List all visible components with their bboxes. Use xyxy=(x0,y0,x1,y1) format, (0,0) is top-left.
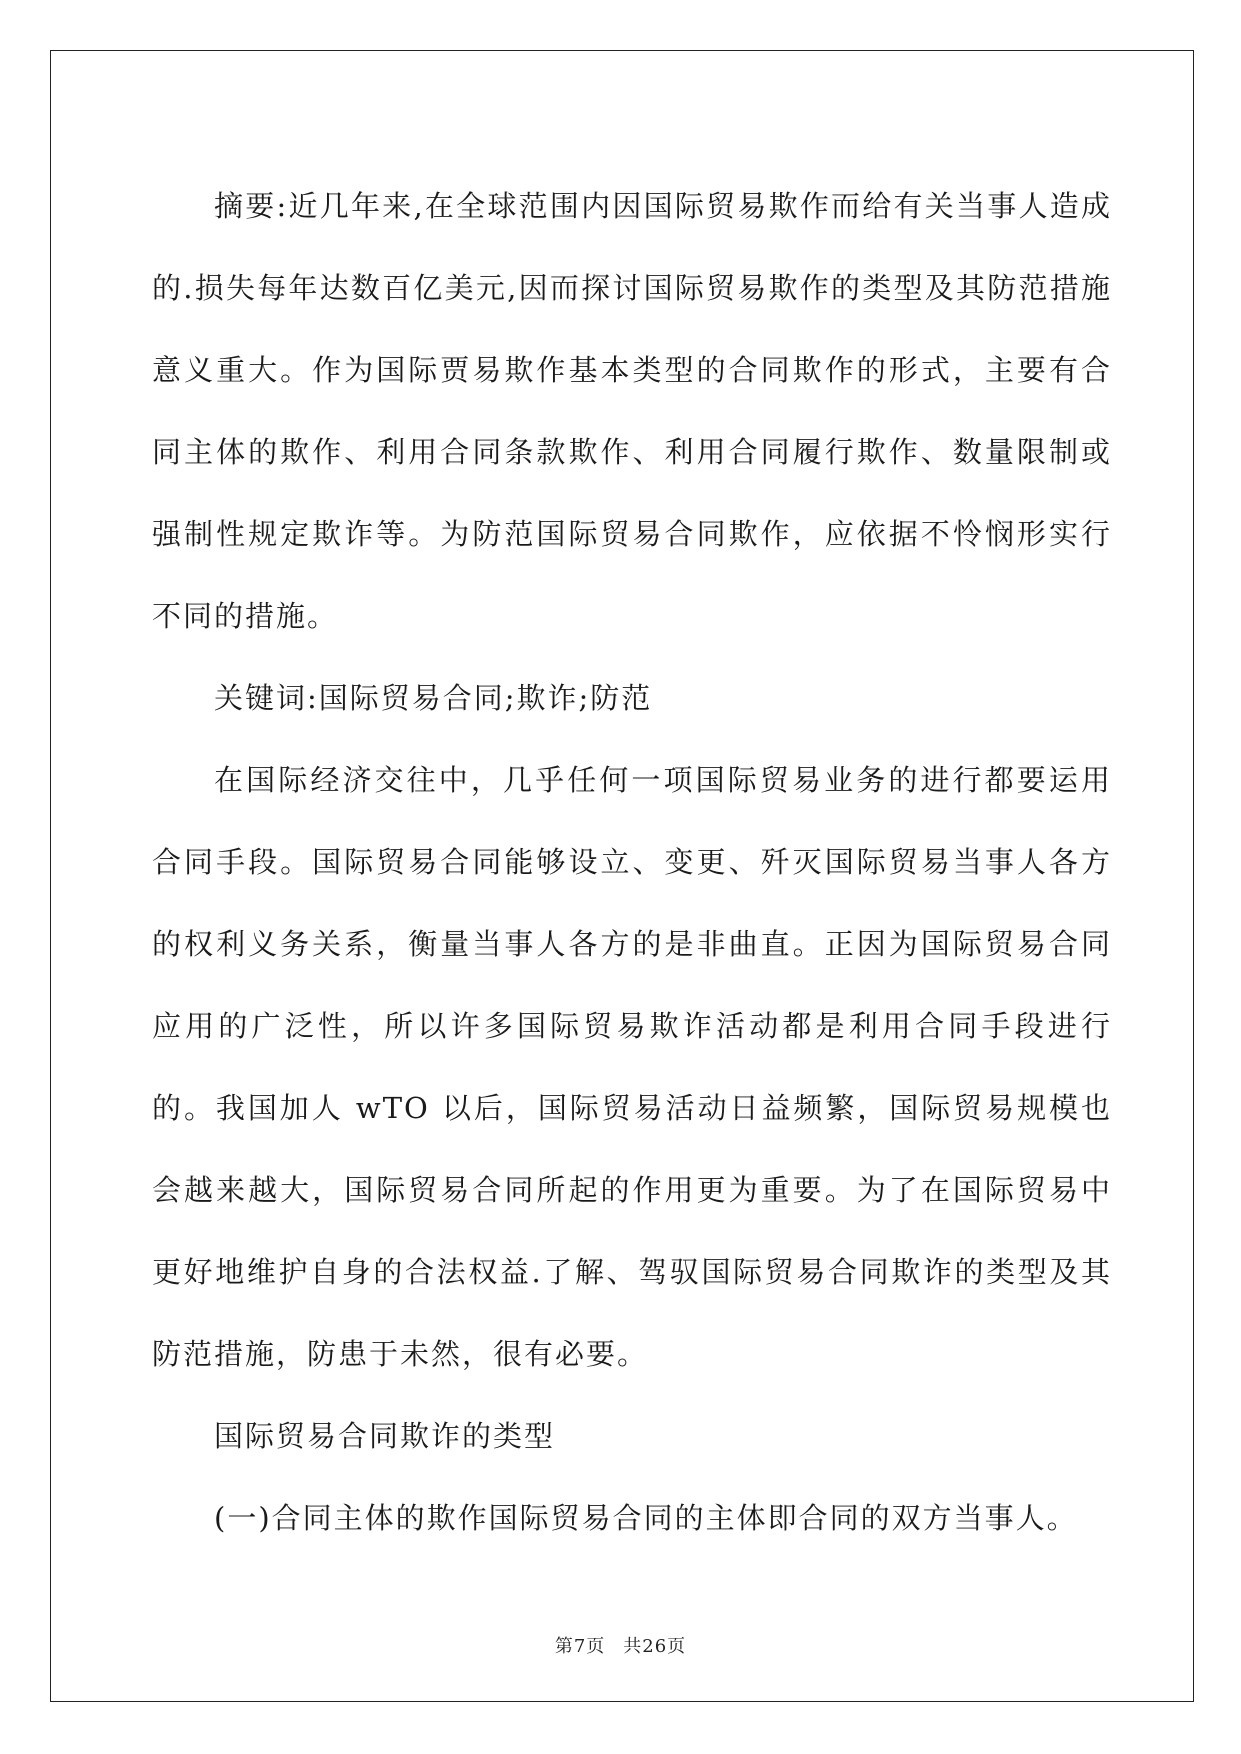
total-label-prefix: 共 xyxy=(623,1636,643,1657)
total-label-suffix: 页 xyxy=(667,1636,687,1657)
abstract-paragraph: 摘要:近几年来,在全球范围内因国际贸易欺作而给有关当事人造成的.损失每年达数百亿美元,因而探讨国际贸易欺作的类型及其防范措施意义重大。作为国际贾易欺作基本类型的合同欺作的形式，主要有合同主体的欺作、利用合同条款欺作、利用合同履行欺作、数量限制或强制性规定欺诈等。为防范国际贸易合同欺作，应依据不怜悯形实行不同的措施。 xyxy=(152,189,1112,633)
keywords-paragraph: 关键词:国际贸易合同;欺诈;防范 xyxy=(214,681,653,715)
page-number: 7 xyxy=(573,1636,587,1657)
section-1-paragraph: (一)合同主体的欺作国际贸易合同的主体即合同的双方当事人。 xyxy=(214,1501,1078,1535)
section-heading: 国际贸易合同欺诈的类型 xyxy=(214,1419,556,1453)
page-footer xyxy=(0,1632,1241,1658)
total-pages: 26 xyxy=(642,1636,668,1657)
document-body xyxy=(152,165,1112,1559)
page-label-suffix: 页 xyxy=(586,1636,606,1657)
intro-paragraph: 在国际经济交往中，几乎任何一项国际贸易业务的进行都要运用合同手段。国际贸易合同能够设立、变更、歼灭国际贸易当事人各方的权利义务关系，衡量当事人各方的是非曲直。正因为国际贸易合同应用的广泛性，所以许多国际贸易欺诈活动都是利用合同手段进行的。我国加人 wTO 以后，国际贸易活动日益频繁，国际贸易规模也会越来越大，国际贸易合同所起的作用更为重要。为了在国际贸易中更好地维护自身的合法权益.了解、驾驭国际贸易合同欺诈的类型及其防范措施，防患于未然，很有必要。 xyxy=(152,763,1112,1371)
page-label-prefix: 第 xyxy=(554,1636,574,1657)
